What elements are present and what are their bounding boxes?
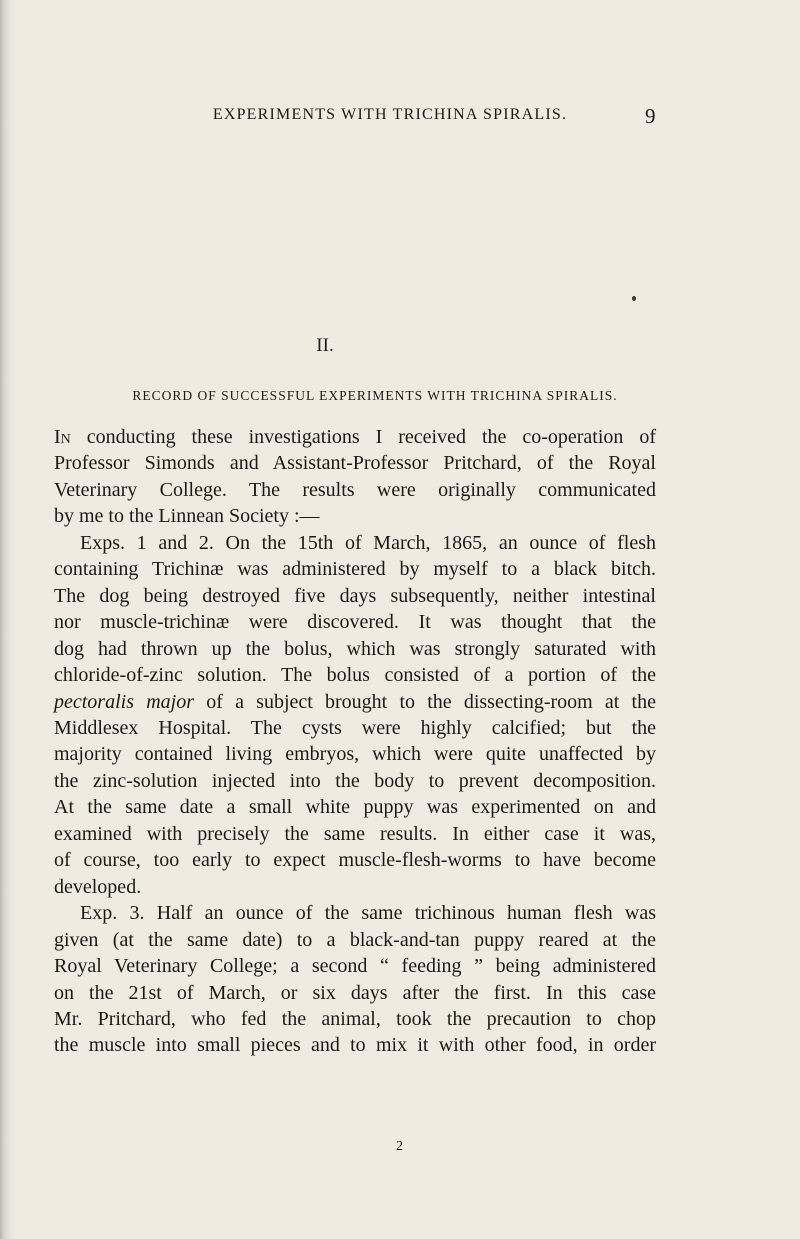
body-line: In conducting these investigations I received the co-operation of [54,426,656,448]
body-line: At the same date a small white puppy was experimented on and [54,796,656,819]
ink-speck [632,296,636,301]
scan-edge [0,0,14,1239]
body-line: by me to the Linnean Society :— [54,505,320,528]
body-line: dog had thrown up the bolus, which was strongly saturated with [54,637,656,660]
body-line: the muscle into small pieces and to mix it with other food, in order [54,1034,656,1057]
body-line: examined with precisely the same results. In either case it was, [54,822,656,845]
body-line: Professor Simonds and Assistant-Professor Pritchard, of the Royal [54,452,656,475]
body-line: Veterinary College. The results were originally communicated [54,478,656,501]
body-text [54,424,656,1059]
section-title: RECORD OF SUCCESSFUL EXPERIMENTS WITH TRICHINA SPIRALIS. [132,388,618,403]
running-header: EXPERIMENTS WITH TRICHINA SPIRALIS. [212,106,568,123]
body-line: Royal Veterinary College; a second “ feeding ” being administered [54,955,656,978]
body-line: the zinc-solution injected into the body to prevent decomposition. [54,769,656,792]
body-line: chloride-of-zinc solution. The bolus consisted of a portion of the [54,664,656,687]
signature-mark: 2 [396,1139,403,1154]
section-number: II. [316,335,334,356]
body-line: on the 21st of March, or six days after the first. In this case [54,981,656,1004]
body-line: Exps. 1 and 2. On the 15th of March, 1865, an ounce of flesh [80,531,656,554]
body-line: of course, too early to expect muscle-flesh-worms to have become [54,849,656,872]
drop-cap: In [54,426,71,448]
body-line: pectoralis major of a subject brought to the dissecting-room at the [54,690,656,713]
body-line: containing Trichinæ was administered by myself to a black bitch. [54,558,656,581]
page-number: 9 [645,104,656,128]
italic-phrase: pectoralis major [54,690,194,713]
body-line: majority contained living embryos, which were quite unaffected by [54,743,656,766]
body-line: Exp. 3. Half an ounce of the same trichinous human flesh was [80,902,656,925]
body-line: The dog being destroyed five days subsequently, neither intestinal [54,584,656,607]
body-line: given (at the same date) to a black-and-tan puppy reared at the [54,928,656,951]
body-line: Middlesex Hospital. The cysts were highly calcified; but the [54,716,656,739]
body-line: developed. [54,875,142,898]
body-line: Mr. Pritchard, who fed the animal, took the precaution to chop [54,1007,656,1030]
body-line: nor muscle-trichinæ were discovered. It was thought that the [54,611,656,634]
